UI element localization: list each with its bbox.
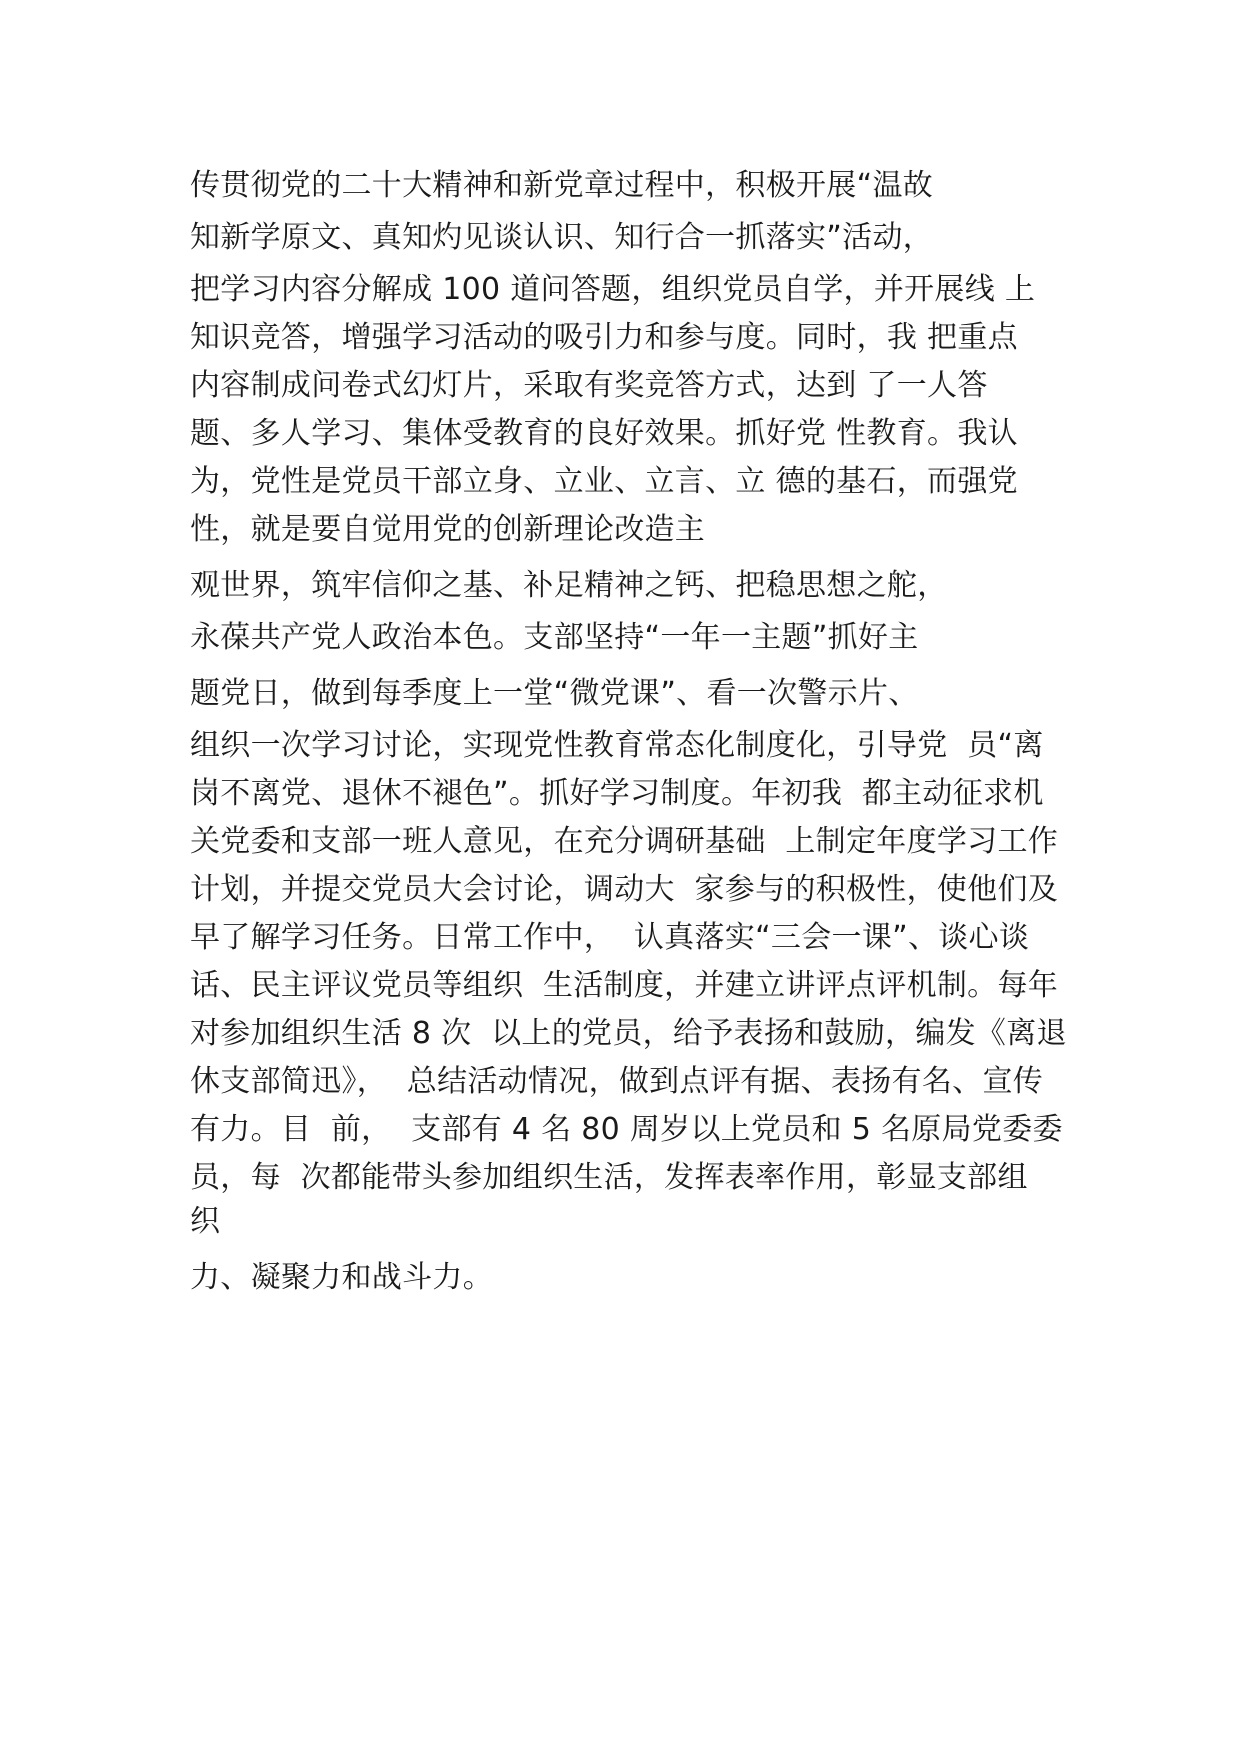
text-line: 休支部简迅》， 总结活动情况，做到点评有据、表扬有名、宣传	[190, 1064, 1044, 1099]
text-line: 对参加组织生活 8 次 以上的党员，给予表扬和鼓励，编发《离退	[190, 1016, 1067, 1051]
text-line: 有力。目 前， 支部有 4 名 80 周岁以上党员和 5 名原局党委委	[190, 1112, 1063, 1147]
text-line: 传贯彻党的二十大精神和新党章过程中，积极开展“温故	[190, 168, 934, 203]
text-line: 关党委和支部一班人意见，在充分调研基础 上制定年度学习工作	[190, 824, 1059, 859]
text-line: 计划，并提交党员大会讨论，调动大 家参与的积极性，使他们及	[190, 872, 1059, 907]
text-line: 永葆共产党人政治本色。支部坚持“一年一主题”抓好主	[190, 620, 919, 655]
text-line: 话、民主评议党员等组织 生活制度，并建立讲评点评机制。每年	[190, 968, 1059, 1003]
text-line: 题党日，做到每季度上一堂“微党课”、看一次警示片、	[190, 676, 919, 711]
text-line: 观世界，筑牢信仰之基、补足精神之钙、把稳思想之舵，	[190, 568, 948, 603]
text-line: 早了解学习任务。日常工作中， 认真落实“三会一课”、谈心谈	[190, 920, 1030, 955]
text-line: 题、多人学习、集体受教育的良好效果。抓好党 性教育。我认	[190, 416, 1018, 451]
text-line: 岗不离党、退休不褪色”。抓好学习制度。年初我 都主动征求机	[190, 776, 1044, 811]
text-line: 把学习内容分解成 100 道问答题，组织党员自学，并开展线 上	[190, 272, 1036, 307]
text-line: 知新学原文、真知灼见谈认识、知行合一抓落实”活动，	[190, 220, 934, 255]
text-line: 性，就是要自觉用党的创新理论改造主	[190, 512, 706, 547]
text-line: 内容制成问卷式幻灯片，采取有奖竞答方式，达到 了一人答	[190, 368, 988, 403]
text-line: 力、凝聚力和战斗力。	[190, 1260, 493, 1295]
text-line: 知识竞答，增强学习活动的吸引力和参与度。同时，我 把重点	[190, 320, 1018, 355]
text-line: 织	[190, 1204, 221, 1239]
text-line: 组织一次学习讨论，实现党性教育常态化制度化，引导党 员“离	[190, 728, 1044, 763]
text-line: 为，党性是党员干部立身、立业、立言、立 德的基石，而强党	[190, 464, 1018, 499]
text-line: 员，每 次都能带头参加组织生活，发挥表率作用，彰显支部组	[190, 1160, 1028, 1195]
